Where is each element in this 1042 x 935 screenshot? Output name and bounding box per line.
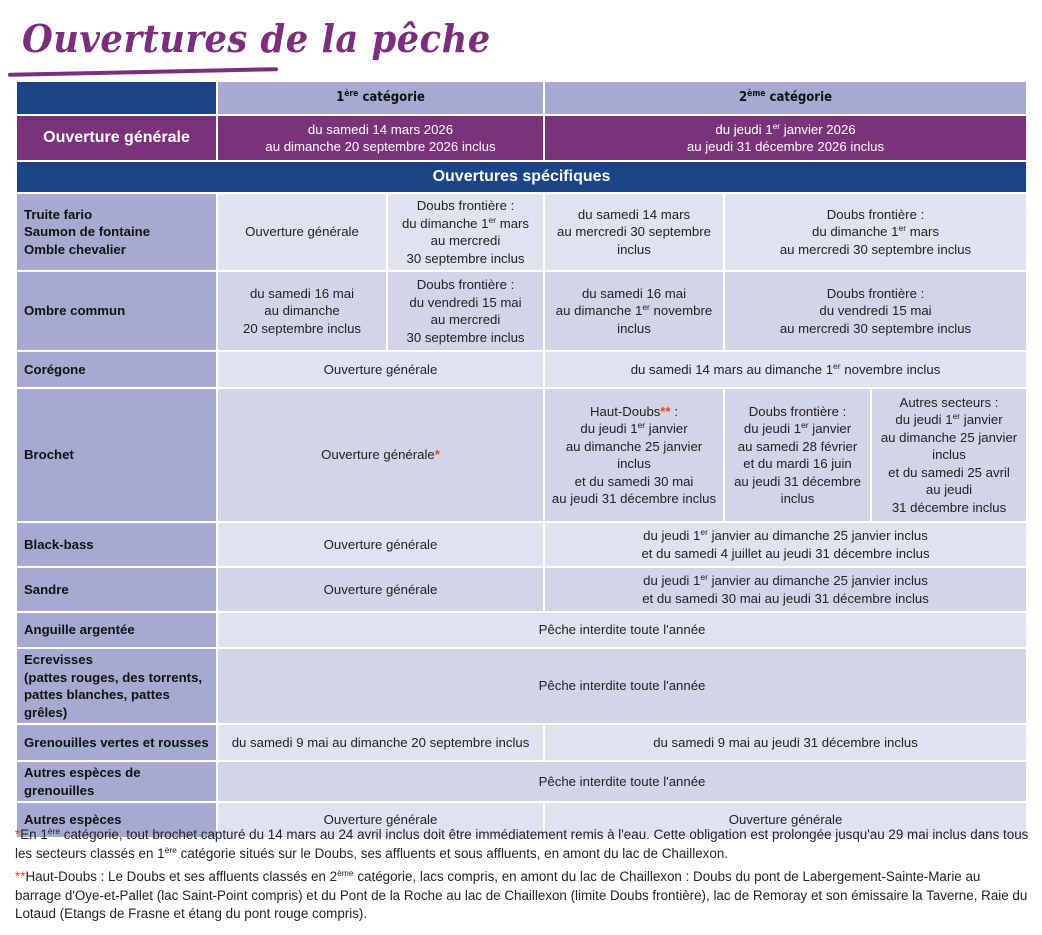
cell-all-categories: Pêche interdite toute l'année <box>217 761 1027 802</box>
category-1-general-dates: du samedi 14 mars 2026 au dimanche 20 septembre 2026 inclus <box>217 115 544 161</box>
table-row <box>16 761 1027 802</box>
table-row <box>16 522 1027 567</box>
table-row <box>16 193 1027 271</box>
title-block <box>8 14 526 76</box>
category-header-row <box>16 81 1027 115</box>
corner-cell <box>16 81 217 115</box>
species-cell: Ombre commun <box>16 271 217 351</box>
species-cell: Black-bass <box>16 522 217 567</box>
cell-cat1: Ouverture générale <box>217 567 544 612</box>
species-cell: Autres espèces de grenouilles <box>16 761 217 802</box>
cell-cat1: Ouverture générale <box>217 802 544 838</box>
table-row <box>16 567 1027 612</box>
title-underline <box>8 67 278 77</box>
footnote-marker: ** <box>660 403 671 419</box>
cell-cat1: Ouverture générale* <box>217 388 544 522</box>
cell-cat2-general: du samedi 16 mai au dimanche 1er novembre inclus <box>544 271 724 351</box>
species-cell: Autres espèces <box>16 802 217 838</box>
species-cell: Corégone <box>16 351 217 388</box>
general-opening-label: Ouverture générale <box>16 115 217 161</box>
footnote-1: *En 1ère catégorie, tout brochet capturé du 14 mars au 24 avril inclus doit être immédiatement remis à l'eau. Cette obligation est prolongée jusqu'au 29 mai inclus dans tous les secteurs classés en 1ère catégorie situés sur le Doubs, ses affluents et sous affluents, en amont du lac de Chaillexon. <box>15 826 1029 861</box>
cell-cat2-doubs-frontiere: Doubs frontière : du vendredi 15 mai au mercredi 30 septembre inclus <box>724 271 1027 351</box>
footnote-marker: * <box>15 827 21 842</box>
cell-cat1: Ouverture générale <box>217 522 544 567</box>
cell-all-categories: Pêche interdite toute l'année <box>217 612 1027 648</box>
category-2-general-dates: du jeudi 1er janvier 2026 au jeudi 31 décembre 2026 inclus <box>544 115 1027 161</box>
cell-cat1-doubs-frontiere: Doubs frontière : du vendredi 15 mai au mercredi 30 septembre inclus <box>387 271 544 351</box>
species-cell: Sandre <box>16 567 217 612</box>
cell-cat2: du samedi 14 mars au dimanche 1er novembre inclus <box>544 351 1027 388</box>
table-row <box>16 351 1027 388</box>
table-row <box>16 724 1027 761</box>
table-row <box>16 271 1027 351</box>
species-cell: Grenouilles vertes et rousses <box>16 724 217 761</box>
cell-cat2: du samedi 9 mai au jeudi 31 décembre inclus <box>544 724 1027 761</box>
category-1-header: 1ère catégorie <box>217 81 544 115</box>
table-row <box>16 388 1027 522</box>
table-row <box>16 612 1027 648</box>
footnote-marker: ** <box>15 869 26 884</box>
footnote-2: **Haut-Doubs : Le Doubs et ses affluents classés en 2ème catégorie, lacs compris, en amont du lac de Chaillexon : Doubs du pont de Labergement-Sainte-Marie au barrage d'Oye-et-Pallet (lac Saint-Point compris) et du Pont de la Roche au lac de Chaillexon (limite Doubs frontière), lac de Remoray et son émissaire la Taverne, Raie du Lotaud (Etangs de Frasne et étang du pont rouge compris). <box>15 868 1028 921</box>
cell-all-categories: Pêche interdite toute l'année <box>217 648 1027 724</box>
species-cell: Brochet <box>16 388 217 522</box>
specific-openings-row <box>16 161 1027 193</box>
general-opening-row <box>16 115 1027 161</box>
species-cell: Truite fario Saumon de fontaine Omble chevalier <box>16 193 217 271</box>
species-cell: Anguille argentée <box>16 612 217 648</box>
footnotes <box>15 826 1030 929</box>
cell-cat2-general: du samedi 14 mars au mercredi 30 septembre inclus <box>544 193 724 271</box>
cell-cat2-doubs-frontiere: Doubs frontière : du jeudi 1er janvier au samedi 28 février et du mardi 16 juin au jeudi 31 décembre inclus <box>724 388 871 522</box>
cell-cat2-doubs-frontiere: Doubs frontière : du dimanche 1er mars au mercredi 30 septembre inclus <box>724 193 1027 271</box>
cell-cat1-general: du samedi 16 mai au dimanche 20 septembre inclus <box>217 271 387 351</box>
cell-cat2-haut-doubs: Haut-Doubs** : du jeudi 1er janvier au dimanche 25 janvier inclus et du samedi 30 mai au jeudi 31 décembre inclus <box>544 388 724 522</box>
cell-cat1: Ouverture générale <box>217 351 544 388</box>
page-title: Ouvertures de la pêche <box>22 16 491 61</box>
footnote-marker: * <box>434 447 440 463</box>
cell-cat1-general: Ouverture générale <box>217 193 387 271</box>
specific-openings-header: Ouvertures spécifiques <box>16 161 1027 193</box>
cell-cat2-autres-secteurs: Autres secteurs : du jeudi 1er janvier au dimanche 25 janvier inclus et du samedi 25 avril au jeudi 31 décembre inclus <box>871 388 1027 522</box>
table-row <box>16 648 1027 724</box>
species-cell: Ecrevisses (pattes rouges, des torrents, pattes blanches, pattes grêles) <box>16 648 217 724</box>
cell-cat1-doubs-frontiere: Doubs frontière : du dimanche 1er mars au mercredi 30 septembre inclus <box>387 193 544 271</box>
cell-cat2: Ouverture générale <box>544 802 1027 838</box>
cell-cat2: du jeudi 1er janvier au dimanche 25 janvier inclus et du samedi 4 juillet au jeudi 31 décembre inclus <box>544 522 1027 567</box>
cell-cat1: du samedi 9 mai au dimanche 20 septembre inclus <box>217 724 544 761</box>
category-2-header: 2ème catégorie <box>544 81 1027 115</box>
fishing-openings-table <box>15 80 1028 839</box>
cell-cat2: du jeudi 1er janvier au dimanche 25 janvier inclus et du samedi 30 mai au jeudi 31 décembre inclus <box>544 567 1027 612</box>
